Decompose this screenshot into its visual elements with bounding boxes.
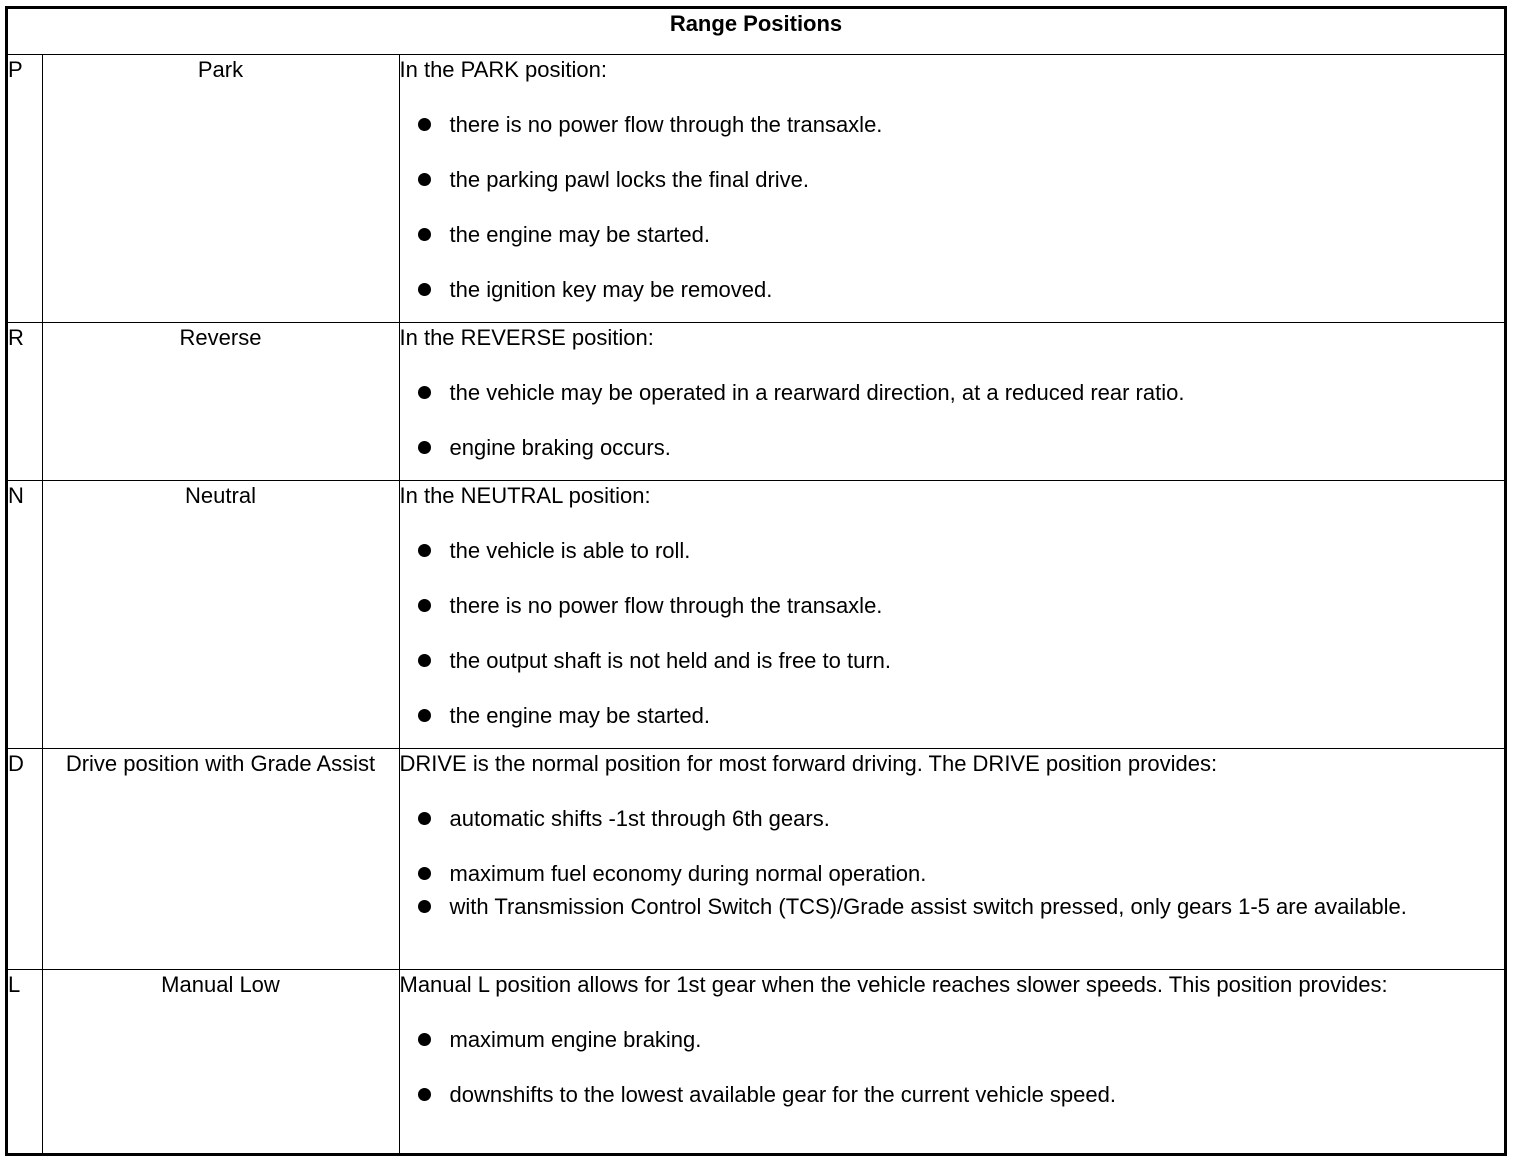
list-item: [400, 591, 1505, 620]
range-name: Park: [42, 55, 399, 323]
list-item-text: the engine may be started.: [449, 703, 710, 728]
list-item-text: maximum fuel economy during normal operation.: [449, 861, 927, 886]
description-intro: In the NEUTRAL position:: [399, 483, 651, 508]
list-item: [400, 165, 1505, 194]
bullet-icon: [418, 283, 431, 296]
bullet-icon: [418, 173, 431, 186]
description-intro: DRIVE is the normal position for most forward driving. The DRIVE position provides:: [399, 751, 1218, 776]
bullet-list: [400, 1025, 1505, 1109]
list-item-text: the vehicle may be operated in a rearward direction, at a reduced rear ratio.: [449, 380, 1185, 405]
bullet-icon: [418, 118, 431, 131]
table-row: [8, 749, 1504, 970]
description-intro: Manual L position allows for 1st gear when the vehicle reaches slower speeds. This position provides:: [399, 972, 1388, 997]
list-item: [400, 892, 1505, 921]
list-item-text: the vehicle is able to roll.: [449, 538, 691, 563]
list-item-text: with Transmission Control Switch (TCS)/Grade assist switch pressed, only gears 1-5 are available.: [449, 894, 1407, 919]
bullet-icon: [418, 544, 431, 557]
list-item-text: engine braking occurs.: [449, 435, 671, 460]
range-letter: D: [8, 749, 42, 970]
list-item-text: the engine may be started.: [449, 222, 710, 247]
table-title-row: [8, 9, 1504, 55]
list-item: [400, 378, 1505, 407]
bullet-icon: [418, 441, 431, 454]
list-item-text: the ignition key may be removed.: [449, 277, 773, 302]
table-row: [8, 55, 1504, 323]
range-letter: P: [8, 55, 42, 323]
range-name: Manual Low: [42, 970, 399, 1154]
bullet-icon: [418, 599, 431, 612]
description-intro: In the PARK position:: [399, 57, 607, 82]
list-item: [400, 1080, 1505, 1109]
table-row: [8, 481, 1504, 749]
list-item: [400, 536, 1505, 565]
list-item: [400, 804, 1505, 833]
bullet-list: [400, 378, 1505, 462]
bullet-icon: [418, 900, 431, 913]
list-item-text: there is no power flow through the transaxle.: [449, 112, 883, 137]
range-letter: N: [8, 481, 42, 749]
range-positions-table: [8, 9, 1504, 1153]
range-letter: L: [8, 970, 42, 1154]
range-description: [399, 323, 1504, 481]
bullet-icon: [418, 1033, 431, 1046]
list-item: [400, 859, 1505, 888]
range-description: [399, 749, 1504, 970]
list-item-text: there is no power flow through the transaxle.: [449, 593, 883, 618]
bullet-list: [400, 536, 1505, 730]
list-item: [400, 220, 1505, 249]
range-description: [399, 55, 1504, 323]
bullet-icon: [418, 228, 431, 241]
table-title: Range Positions: [8, 9, 1504, 55]
list-item-text: the output shaft is not held and is free to turn.: [449, 648, 892, 673]
table-row: [8, 970, 1504, 1154]
list-item: [400, 646, 1505, 675]
bullet-icon: [418, 1088, 431, 1101]
bullet-list: [400, 110, 1505, 304]
range-name: Drive position with Grade Assist: [42, 749, 399, 970]
list-item: [400, 110, 1505, 139]
list-item-text: automatic shifts -1st through 6th gears.: [449, 806, 830, 831]
bullet-list: [400, 804, 1505, 921]
list-item-text: maximum engine braking.: [449, 1027, 702, 1052]
table-row: [8, 323, 1504, 481]
bullet-icon: [418, 386, 431, 399]
range-name: Reverse: [42, 323, 399, 481]
list-item: [400, 1025, 1505, 1054]
range-description: [399, 481, 1504, 749]
bullet-icon: [418, 654, 431, 667]
description-intro: In the REVERSE position:: [399, 325, 654, 350]
list-item: [400, 701, 1505, 730]
range-name: Neutral: [42, 481, 399, 749]
range-letter: R: [8, 323, 42, 481]
range-positions-table-frame: [5, 6, 1507, 1156]
bullet-icon: [418, 812, 431, 825]
list-item: [400, 433, 1505, 462]
range-description: [399, 970, 1504, 1154]
list-item: [400, 275, 1505, 304]
list-item-text: the parking pawl locks the final drive.: [449, 167, 810, 192]
bullet-icon: [418, 867, 431, 880]
list-item-text: downshifts to the lowest available gear for the current vehicle speed.: [449, 1082, 1116, 1107]
bullet-icon: [418, 709, 431, 722]
